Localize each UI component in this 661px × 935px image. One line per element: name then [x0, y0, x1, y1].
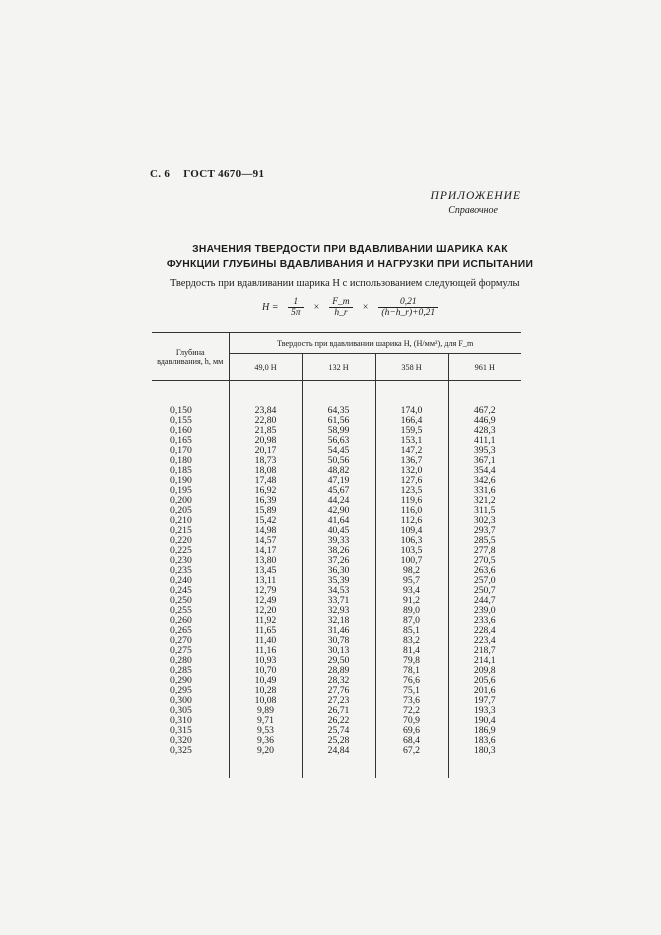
group-header: Твердость при вдавливании шарика H, (Н/мм²), для F_m: [229, 333, 521, 354]
fraction-2-denominator: h_r: [334, 308, 348, 318]
hardness-cell: 239,0: [448, 606, 521, 616]
appendix-label: ПРИЛОЖЕНИЕ: [430, 190, 521, 202]
hardness-cell: 15,42: [229, 516, 302, 526]
hardness-cell: 37,26: [302, 556, 375, 566]
fraction-3-denominator: (h−h_r)+0,21: [381, 308, 436, 318]
hardness-cell: 10,70: [229, 666, 302, 676]
hardness-cell: 76,6: [375, 676, 448, 686]
hardness-cell: 26,22: [302, 716, 375, 726]
hardness-cell: 26,71: [302, 706, 375, 716]
hardness-cell: 38,26: [302, 546, 375, 556]
hardness-cell: 223,4: [448, 636, 521, 646]
formula-lhs: H =: [262, 302, 279, 313]
hardness-cell: 342,6: [448, 476, 521, 486]
hardness-cell: 45,67: [302, 486, 375, 496]
depth-cell: 0,225: [170, 545, 192, 556]
depth-cell: 0,165: [170, 435, 192, 446]
table-spacer: [152, 381, 521, 407]
hardness-cell: 180,3: [448, 746, 521, 756]
fraction-3-numerator: 0,21: [378, 297, 438, 308]
hardness-cell: 50,56: [302, 456, 375, 466]
depth-cell: 0,275: [170, 645, 192, 656]
hardness-cell: 21,85: [229, 426, 302, 436]
hardness-cell: 302,3: [448, 516, 521, 526]
hardness-cell: 23,84: [229, 406, 302, 416]
depth-cell: 0,295: [170, 685, 192, 696]
hardness-cell: 10,49: [229, 676, 302, 686]
depth-cell: 0,255: [170, 605, 192, 616]
hardness-cell: 39,33: [302, 536, 375, 546]
hardness-cell: 13,11: [229, 576, 302, 586]
hardness-cell: 100,7: [375, 556, 448, 566]
hardness-cell: 67,2: [375, 746, 448, 756]
hardness-cell: 186,9: [448, 726, 521, 736]
depth-cell: 0,250: [170, 595, 192, 606]
depth-cell: 0,210: [170, 515, 192, 526]
fraction-2: [329, 297, 352, 318]
hardness-cell: 311,5: [448, 506, 521, 516]
hardness-cell: 446,9: [448, 416, 521, 426]
hardness-cell: 233,6: [448, 616, 521, 626]
hardness-cell: 197,7: [448, 696, 521, 706]
hardness-cell: 25,28: [302, 736, 375, 746]
depth-cell: 0,290: [170, 675, 192, 686]
hardness-cell: 354,4: [448, 466, 521, 476]
hardness-cell: 263,6: [448, 566, 521, 576]
fraction-3: [378, 297, 438, 318]
hardness-cell: 11,16: [229, 646, 302, 656]
hardness-cell: 411,1: [448, 436, 521, 446]
hardness-cell: 20,17: [229, 446, 302, 456]
hardness-cell: 24,84: [302, 746, 375, 756]
depth-cell: 0,320: [170, 735, 192, 746]
col-depth-header: Глубина вдавливания, h, мм: [157, 347, 224, 366]
hardness-cell: 33,71: [302, 596, 375, 606]
hardness-cell: 28,89: [302, 666, 375, 676]
depth-cell: 0,195: [170, 485, 192, 496]
hardness-cell: 15,89: [229, 506, 302, 516]
hardness-cell: 13,45: [229, 566, 302, 576]
hardness-cell: 16,92: [229, 486, 302, 496]
depth-cell: 0,235: [170, 565, 192, 576]
hardness-cell: 166,4: [375, 416, 448, 426]
hardness-cell: 190,4: [448, 716, 521, 726]
hardness-cell: 201,6: [448, 686, 521, 696]
hardness-cell: 214,1: [448, 656, 521, 666]
hardness-cell: 87,0: [375, 616, 448, 626]
hardness-cell: 174,0: [375, 406, 448, 416]
hardness-cell: 209,8: [448, 666, 521, 676]
hardness-cell: 27,76: [302, 686, 375, 696]
hardness-cell: 32,93: [302, 606, 375, 616]
hardness-table: [152, 332, 521, 778]
depth-cell: 0,155: [170, 415, 192, 426]
hardness-cell: 10,08: [229, 696, 302, 706]
depth-cell: 0,215: [170, 525, 192, 536]
hardness-cell: 285,5: [448, 536, 521, 546]
hardness-cell: 103,5: [375, 546, 448, 556]
table-body: [152, 381, 521, 779]
hardness-cell: 14,98: [229, 526, 302, 536]
hardness-cell: 116,0: [375, 506, 448, 516]
hardness-cell: 11,92: [229, 616, 302, 626]
depth-cell: 0,260: [170, 615, 192, 626]
hardness-cell: 467,2: [448, 406, 521, 416]
hardness-cell: 228,4: [448, 626, 521, 636]
hardness-cell: 321,2: [448, 496, 521, 506]
hardness-cell: 30,78: [302, 636, 375, 646]
hardness-cell: 93,4: [375, 586, 448, 596]
hardness-cell: 109,4: [375, 526, 448, 536]
hardness-cell: 12,79: [229, 586, 302, 596]
depth-cell: 0,265: [170, 625, 192, 636]
intro-paragraph: Твердость при вдавливании шарика H с использованием следующей формулы: [170, 278, 520, 289]
hardness-cell: 41,64: [302, 516, 375, 526]
fraction-1: [288, 297, 304, 318]
hardness-cell: 18,08: [229, 466, 302, 476]
hardness-cell: 58,99: [302, 426, 375, 436]
depth-cell: 0,300: [170, 695, 192, 706]
depth-cell: 0,310: [170, 715, 192, 726]
times-sign-2: ×: [362, 302, 369, 313]
hardness-cell: 36,30: [302, 566, 375, 576]
depth-cell: 0,325: [170, 745, 192, 756]
hardness-cell: 32,18: [302, 616, 375, 626]
hardness-cell: 270,5: [448, 556, 521, 566]
hardness-cell: 12,20: [229, 606, 302, 616]
times-sign-1: ×: [313, 302, 320, 313]
table-row: [152, 746, 521, 756]
depth-cell: 0,280: [170, 655, 192, 666]
hardness-cell: 119,6: [375, 496, 448, 506]
depth-cell: 0,150: [170, 405, 192, 416]
depth-cell: 0,205: [170, 505, 192, 516]
document-title: [100, 242, 600, 272]
depth-cell: 0,230: [170, 555, 192, 566]
fraction-2-numerator: F_m: [329, 297, 352, 308]
hardness-cell: 193,3: [448, 706, 521, 716]
hardness-cell: 9,71: [229, 716, 302, 726]
fraction-1-numerator: 1: [288, 297, 304, 308]
hardness-cell: 183,6: [448, 736, 521, 746]
title-line-2: ФУНКЦИИ ГЛУБИНЫ ВДАВЛИВАНИЯ И НАГРУЗКИ ПРИ ИСПЫТАНИИ: [166, 259, 534, 270]
hardness-cell: 10,28: [229, 686, 302, 696]
depth-cell: 0,190: [170, 475, 192, 486]
depth-cell: 0,245: [170, 585, 192, 596]
page-header: [150, 168, 274, 180]
title-line-1: ЗНАЧЕНИЯ ТВЕРДОСТИ ПРИ ВДАВЛИВАНИИ ШАРИКА КАК: [192, 244, 508, 255]
depth-cell: 0,240: [170, 575, 192, 586]
hardness-cell: 34,53: [302, 586, 375, 596]
hardness-cell: 69,6: [375, 726, 448, 736]
depth-cell: 0,220: [170, 535, 192, 546]
hardness-cell: 14,57: [229, 536, 302, 546]
hardness-cell: 73,6: [375, 696, 448, 706]
hardness-cell: 61,56: [302, 416, 375, 426]
load-header-2: 132 Н: [302, 354, 375, 381]
hardness-cell: 112,6: [375, 516, 448, 526]
depth-cell: 0,180: [170, 455, 192, 466]
hardness-cell: 11,65: [229, 626, 302, 636]
hardness-cell: 14,17: [229, 546, 302, 556]
hardness-cell: 250,7: [448, 586, 521, 596]
hardness-cell: 428,3: [448, 426, 521, 436]
hardness-cell: 98,2: [375, 566, 448, 576]
hardness-cell: 9,89: [229, 706, 302, 716]
depth-cell: 0,305: [170, 705, 192, 716]
table-tail: [152, 756, 521, 778]
hardness-cell: 22,80: [229, 416, 302, 426]
load-header-4: 961 Н: [448, 354, 521, 381]
depth-cell: 0,270: [170, 635, 192, 646]
hardness-cell: 25,74: [302, 726, 375, 736]
hardness-cell: 12,49: [229, 596, 302, 606]
hardness-cell: 44,24: [302, 496, 375, 506]
hardness-cell: 75,1: [375, 686, 448, 696]
hardness-cell: 136,7: [375, 456, 448, 466]
hardness-cell: 64,35: [302, 406, 375, 416]
depth-cell: 0,185: [170, 465, 192, 476]
hardness-cell: 205,6: [448, 676, 521, 686]
hardness-cell: 27,23: [302, 696, 375, 706]
depth-cell: 0,200: [170, 495, 192, 506]
hardness-cell: 132,0: [375, 466, 448, 476]
depth-cell: 0,315: [170, 725, 192, 736]
hardness-cell: 218,7: [448, 646, 521, 656]
depth-cell: 0,160: [170, 425, 192, 436]
hardness-cell: 293,7: [448, 526, 521, 536]
hardness-cell: 10,93: [229, 656, 302, 666]
hardness-cell: 277,8: [448, 546, 521, 556]
hardness-cell: 159,5: [375, 426, 448, 436]
load-header-1: 49,0 Н: [229, 354, 302, 381]
hardness-cell: 91,2: [375, 596, 448, 606]
hardness-cell: 72,2: [375, 706, 448, 716]
hardness-cell: 70,9: [375, 716, 448, 726]
hardness-cell: 30,13: [302, 646, 375, 656]
hardness-cell: 40,45: [302, 526, 375, 536]
hardness-cell: 79,8: [375, 656, 448, 666]
appendix-subtitle: Справочное: [448, 205, 498, 216]
depth-cell: 0,170: [170, 445, 192, 456]
page-number: С. 6: [150, 168, 171, 180]
hardness-cell: 89,0: [375, 606, 448, 616]
load-header-3: 358 Н: [375, 354, 448, 381]
hardness-cell: 367,1: [448, 456, 521, 466]
hardness-cell: 11,40: [229, 636, 302, 646]
hardness-cell: 81,4: [375, 646, 448, 656]
hardness-cell: 16,39: [229, 496, 302, 506]
hardness-cell: 85,1: [375, 626, 448, 636]
hardness-cell: 9,20: [229, 746, 302, 756]
hardness-cell: 95,7: [375, 576, 448, 586]
hardness-cell: 31,46: [302, 626, 375, 636]
hardness-cell: 244,7: [448, 596, 521, 606]
hardness-cell: 331,6: [448, 486, 521, 496]
hardness-cell: 147,2: [375, 446, 448, 456]
hardness-cell: 123,5: [375, 486, 448, 496]
hardness-cell: 395,3: [448, 446, 521, 456]
depth-cell: 0,285: [170, 665, 192, 676]
hardness-cell: 68,4: [375, 736, 448, 746]
hardness-cell: 56,63: [302, 436, 375, 446]
hardness-cell: 17,48: [229, 476, 302, 486]
hardness-cell: 29,50: [302, 656, 375, 666]
hardness-formula: [258, 297, 441, 318]
hardness-cell: 78,1: [375, 666, 448, 676]
hardness-cell: 9,36: [229, 736, 302, 746]
hardness-cell: 48,82: [302, 466, 375, 476]
standard-number: ГОСТ 4670—91: [183, 168, 265, 180]
hardness-cell: 257,0: [448, 576, 521, 586]
hardness-cell: 47,19: [302, 476, 375, 486]
hardness-cell: 54,45: [302, 446, 375, 456]
hardness-cell: 20,98: [229, 436, 302, 446]
hardness-cell: 28,32: [302, 676, 375, 686]
hardness-cell: 18,73: [229, 456, 302, 466]
hardness-cell: 153,1: [375, 436, 448, 446]
hardness-cell: 106,3: [375, 536, 448, 546]
hardness-cell: 13,80: [229, 556, 302, 566]
hardness-cell: 9,53: [229, 726, 302, 736]
hardness-cell: 42,90: [302, 506, 375, 516]
hardness-cell: 127,6: [375, 476, 448, 486]
hardness-cell: 35,39: [302, 576, 375, 586]
hardness-cell: 83,2: [375, 636, 448, 646]
fraction-1-denominator: 5π: [290, 308, 301, 318]
